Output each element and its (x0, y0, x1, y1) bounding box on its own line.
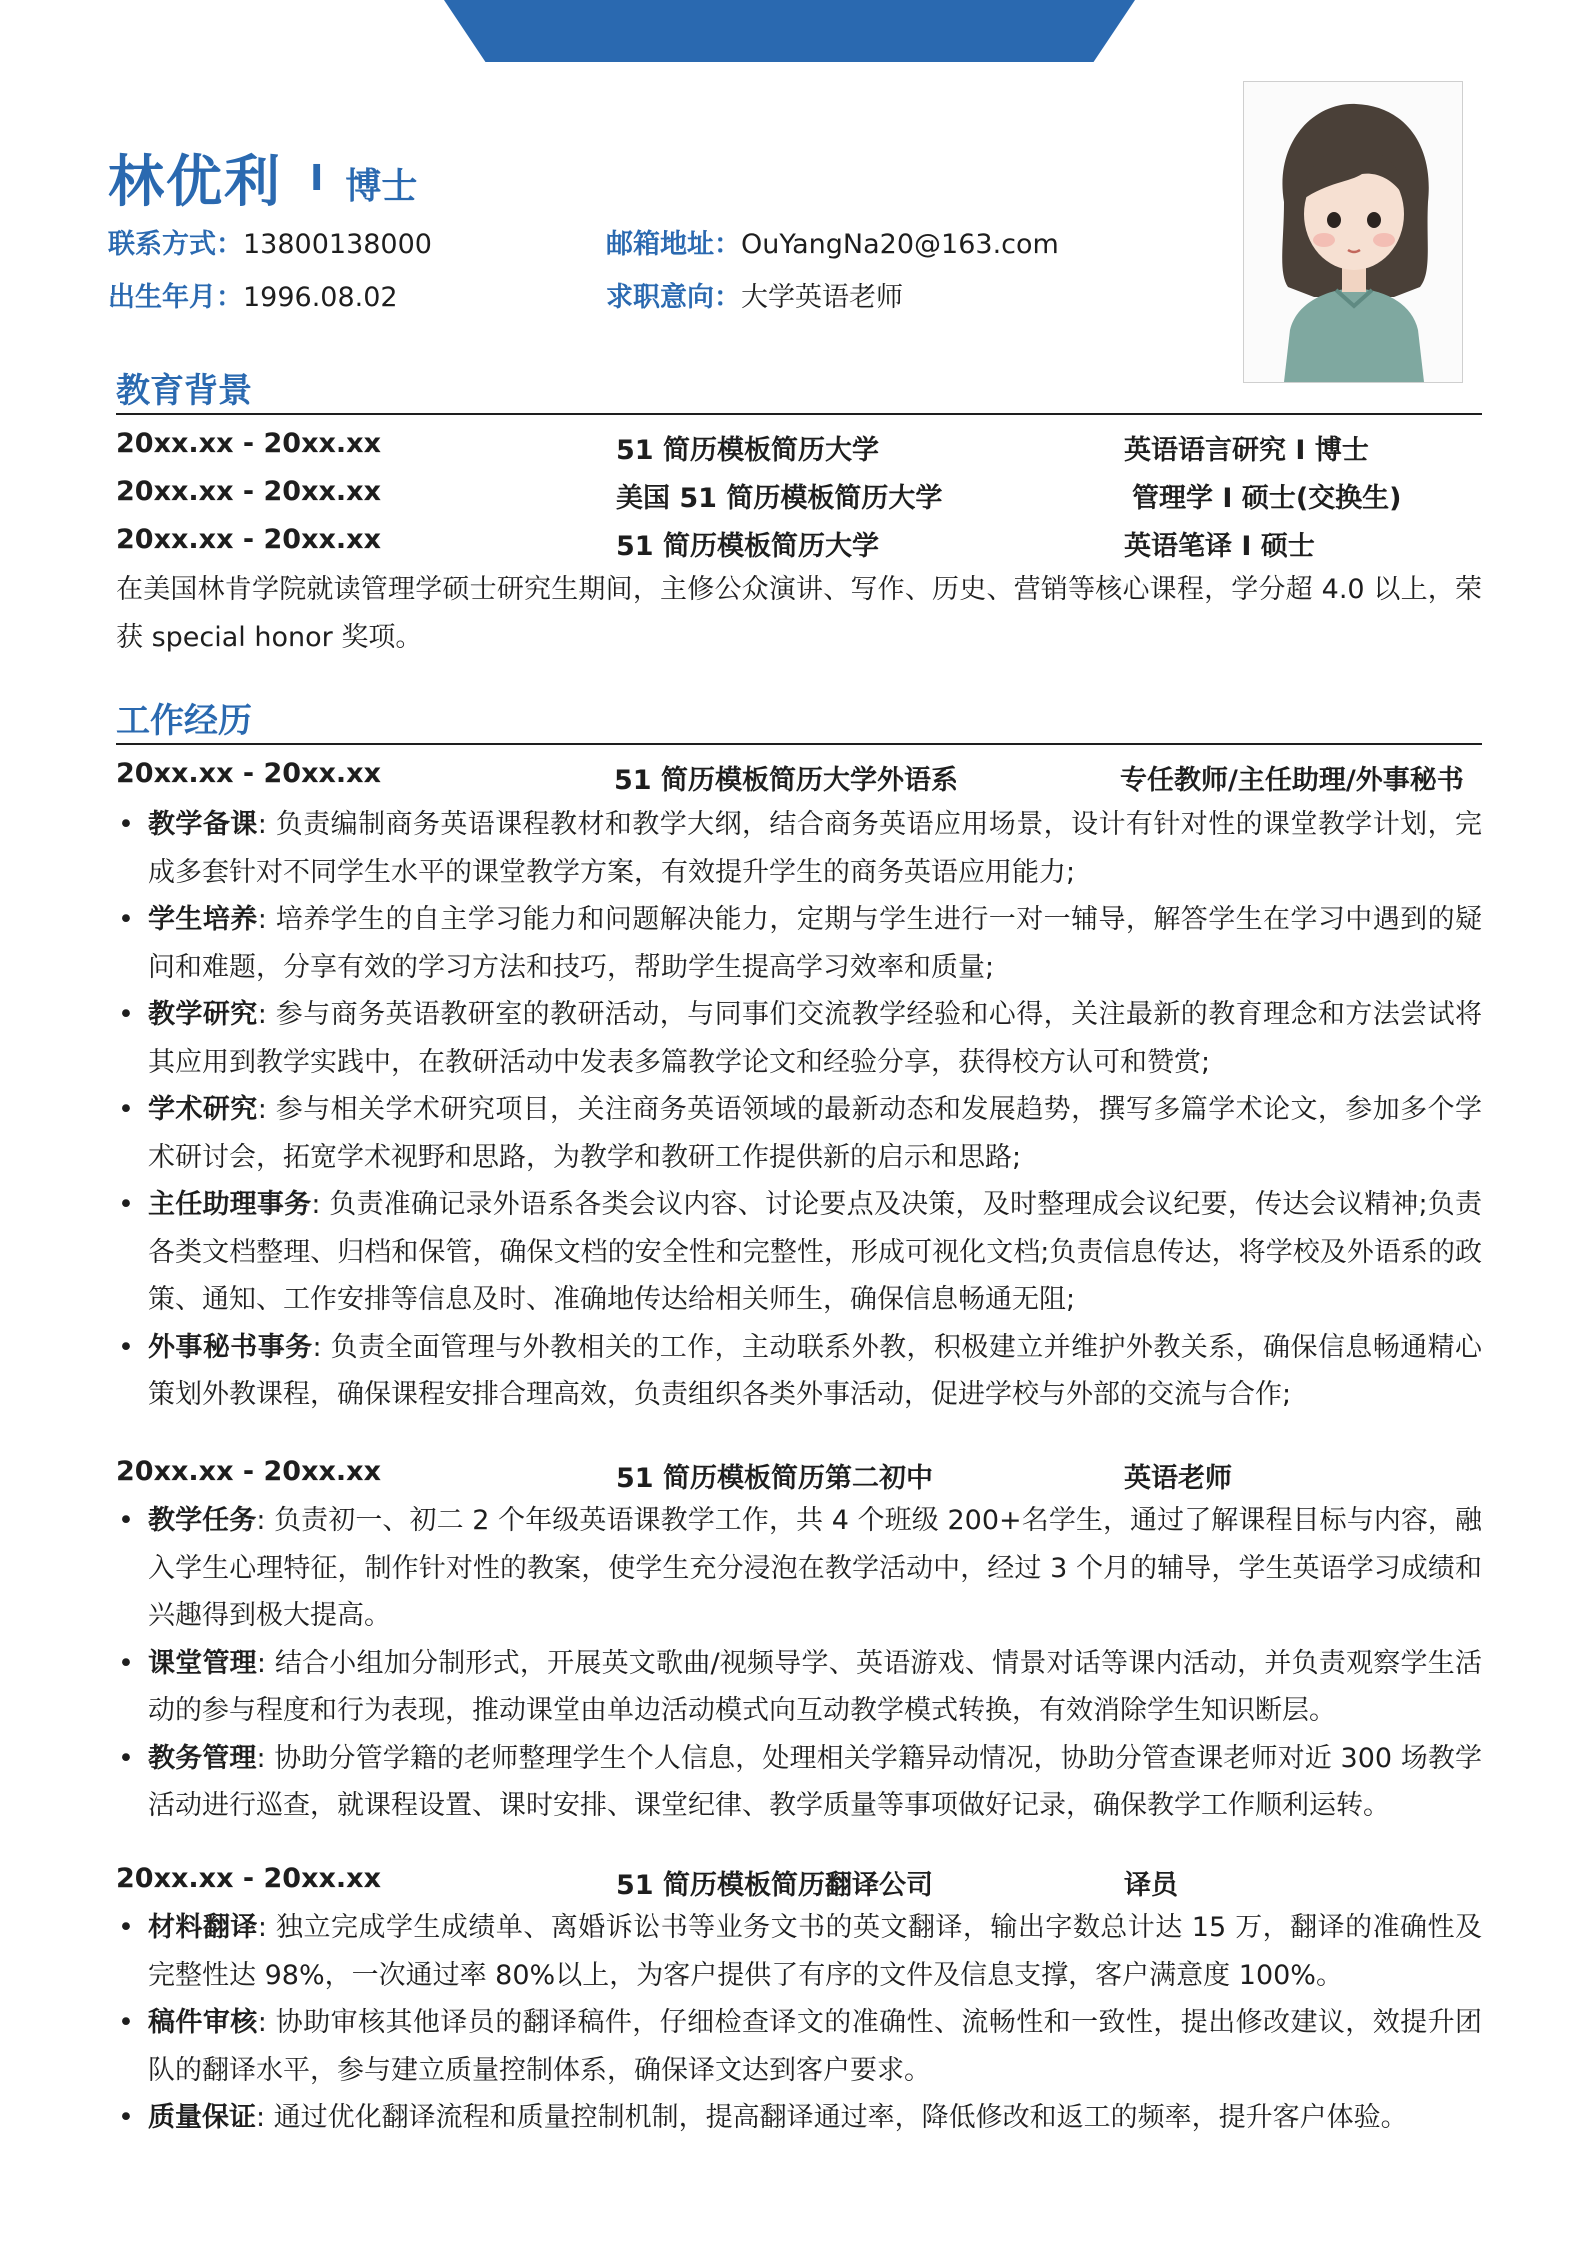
intent-label: 求职意向： (606, 282, 741, 313)
education-major: 管理学 I 硕士(交换生) (1132, 483, 1402, 514)
education-school: 美国 51 简历模板简历大学 (616, 483, 943, 514)
person-name: 林优利 (108, 150, 282, 215)
top-decoration-tab (444, 0, 1135, 62)
duty-label: 教务管理 (148, 1742, 257, 1774)
phone-value: 13800138000 (243, 229, 432, 260)
duty-item (116, 991, 1482, 1086)
job-header (116, 758, 1482, 796)
education-note: 在美国林肯学院就读管理学硕士研究生期间，主修公众演讲、写作、历史、营销等核心课程，学分超 4.0 以上，荣获 special honor 奖项。 (116, 574, 1482, 653)
birth-value: 1996.08.02 (243, 282, 398, 313)
job-role: 英语老师 (1124, 1463, 1232, 1494)
duty-label: 外事秘书事务 (148, 1331, 313, 1363)
education-school: 51 简历模板简历大学 (616, 435, 879, 466)
education-major: 英语笔译 I 硕士 (1124, 531, 1315, 562)
duty-item (116, 1181, 1482, 1324)
email-value: OuYangNa20@163.com (741, 229, 1059, 260)
job-date: 20xx.xx - 20xx.xx (116, 758, 381, 789)
duty-text: : 培养学生的自主学习能力和问题解决能力，定期与学生进行一对一辅导，解答学生在学习中遇到的疑问和难题，分享有效的学习方法和技巧，帮助学生提高学习效率和质量; (148, 904, 1483, 983)
phone-info (108, 222, 432, 261)
job-date: 20xx.xx - 20xx.xx (116, 1456, 381, 1487)
work-divider (116, 743, 1482, 745)
duty-label: 主任助理事务 (148, 1189, 312, 1220)
birth-info (108, 275, 398, 314)
education-date: 20xx.xx - 20xx.xx (116, 428, 381, 459)
duty-item (116, 896, 1482, 991)
duty-text: : 参与相关学术研究项目，关注商务英语领域的最新动态和发展趋势，撰写多篇学术论文，参加多个学术研讨会，拓宽学术视野和思路，为教学和教研工作提供新的启示和思路; (148, 1094, 1483, 1173)
duty-label: 课堂管理 (148, 1647, 257, 1679)
job-role: 专任教师/主任助理/外事秘书 (1120, 765, 1464, 796)
intent-value: 大学英语老师 (741, 282, 903, 313)
duty-item (116, 1497, 1482, 1640)
duty-item (116, 1324, 1482, 1419)
duty-text: : 负责初一、初二 2 个年级英语课教学工作，共 4 个班级 200+名学生，通过了解课程目标与内容，融入学生心理特征，制作针对性的教案，使学生充分浸泡在教学活动中，经过 3 个月的辅导，学生英语学习成绩和兴趣得到极大提高。 (148, 1505, 1483, 1631)
duty-item (116, 2094, 1482, 2142)
duty-text: : 负责编制商务英语课程教材和教学大纲，结合商务英语应用场景，设计有针对性的课堂教学计划，完成多套针对不同学生水平的课堂教学方案，有效提升学生的商务英语应用能力; (148, 809, 1483, 888)
duty-text: : 结合小组加分制形式，开展英文歌曲/视频导学、英语游戏、情景对话等课内活动，并负责观察学生活动的参与程度和行为表现，推动课堂由单边活动模式向互动教学模式转换，有效消除学生知识断层。 (148, 1647, 1482, 1726)
duty-text: : 负责准确记录外语系各类会议内容、讨论要点及决策，及时整理成会议纪要，传达会议精神;负责各类文档整理、归档和保管，确保文档的安全性和完整性，形成可视化文档;负责信息传达，将学校及外语系的政策、通知、工作安排等信息及时、准确地传达给相关师生，确保信息畅通无阻; (148, 1189, 1482, 1315)
education-row (116, 524, 1482, 562)
job-organization: 51 简历模板简历翻译公司 (616, 1870, 933, 1901)
duty-item (116, 1735, 1482, 1830)
job-role: 译员 (1124, 1870, 1178, 1901)
avatar-illustration-icon (1244, 82, 1462, 382)
duty-text: : 参与商务英语教研室的教研活动，与同事们交流教学经验和心得，关注最新的教育理念和方法尝试将其应用到教学实践中，在教研活动中发表多篇教学论文和经验分享，获得校方认可和赞赏; (148, 999, 1483, 1078)
job-date: 20xx.xx - 20xx.xx (116, 1863, 381, 1894)
duty-text: : 协助审核其他译员的翻译稿件，仔细检查译文的准确性、流畅性和一致性，提出修改建议，效提升团队的翻译水平，参与建立质量控制体系，确保译文达到客户要求。 (148, 2007, 1483, 2086)
job-organization: 51 简历模板简历第二初中 (616, 1463, 933, 1494)
job-organization: 51 简历模板简历大学外语系 (614, 765, 958, 796)
duty-text: : 独立完成学生成绩单、离婚诉讼书等业务文书的英文翻译，输出字数总计达 15 万，翻译的准确性及完整性达 98%，一次通过率 80%以上，为客户提供了有序的文件及信息支撑，客户满意度 100%。 (148, 1912, 1483, 1991)
intent-info (606, 275, 903, 314)
job-header (116, 1456, 1482, 1494)
education-date: 20xx.xx - 20xx.xx (116, 524, 381, 555)
job-duties-list (116, 801, 1482, 1419)
duty-item (116, 801, 1482, 896)
education-row (116, 428, 1482, 466)
job-header (116, 1863, 1482, 1901)
profile-photo (1243, 81, 1463, 383)
education-school: 51 简历模板简历大学 (616, 531, 879, 562)
duty-label: 教学备课 (148, 809, 258, 840)
duty-label: 教学研究 (148, 999, 258, 1030)
work-section-title: 工作经历 (116, 701, 252, 741)
degree-label: 博士 (345, 165, 418, 207)
email-info (606, 222, 1059, 261)
birth-label: 出生年月： (108, 282, 243, 313)
education-date: 20xx.xx - 20xx.xx (116, 476, 381, 507)
phone-label: 联系方式： (108, 229, 243, 260)
job-duties-list (116, 1904, 1482, 2142)
duty-label: 学术研究 (148, 1094, 258, 1125)
email-label: 邮箱地址： (606, 229, 741, 260)
duty-text: : 负责全面管理与外教相关的工作，主动联系外教，积极建立并维护外教关系，确保信息畅通精心策划外教课程，确保课程安排合理高效，负责组织各类外事活动，促进学校与外部的交流与合作; (148, 1331, 1482, 1410)
duty-item (116, 1086, 1482, 1181)
duty-label: 稿件审核 (148, 2007, 258, 2038)
job-duties-list (116, 1497, 1482, 1830)
duty-label: 学生培养 (148, 904, 258, 935)
duty-item (116, 1999, 1482, 2094)
duty-label: 教学任务 (148, 1505, 257, 1536)
name-separator: I (310, 157, 324, 199)
duty-text: : 协助分管学籍的老师整理学生个人信息，处理相关学籍异动情况，协助分管查课老师对近 300 场教学活动进行巡查，就课程设置、课时安排、课堂纪律、教学质量等事项做好记录，确保教学工作顺利运转。 (148, 1742, 1482, 1821)
duty-label: 质量保证 (148, 2102, 256, 2133)
education-major: 英语语言研究 I 博士 (1124, 435, 1369, 466)
education-section-title: 教育背景 (116, 371, 252, 411)
education-row (116, 476, 1482, 514)
duty-label: 材料翻译 (148, 1912, 258, 1943)
name-row (108, 138, 417, 218)
duty-item (116, 1640, 1482, 1735)
duty-item (116, 1904, 1482, 1999)
duty-text: : 通过优化翻译流程和质量控制机制，提高翻译通过率，降低修改和返工的频率，提升客户体验。 (256, 2102, 1408, 2133)
education-divider (116, 413, 1482, 415)
